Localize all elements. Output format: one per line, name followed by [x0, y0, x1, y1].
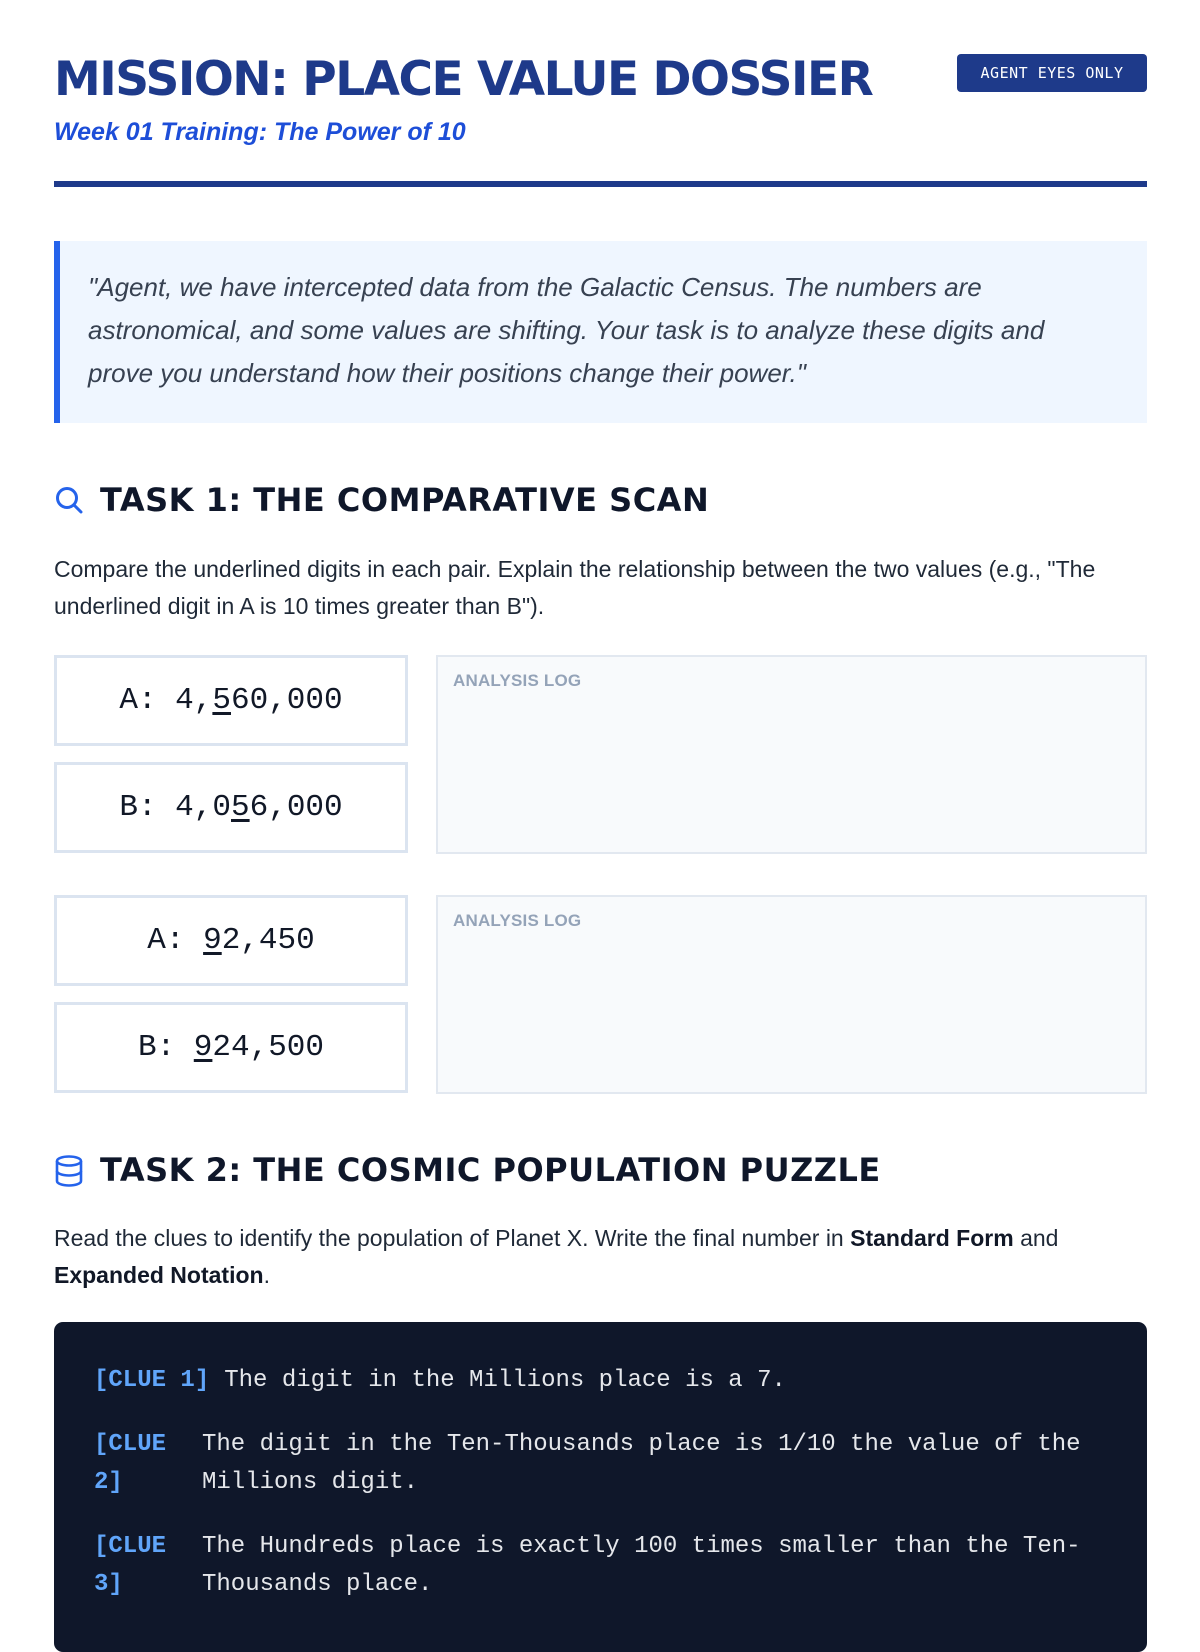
value-suffix: 6,000 — [249, 790, 343, 825]
task1-instructions: Compare the underlined digits in each pair. Explain the relationship between the two values (e.g., "The underlined digit in A is 10 times greater than B"). — [54, 556, 1096, 619]
underlined-digit: 9 — [203, 923, 222, 958]
value-prefix: B: — [137, 1030, 194, 1065]
clue-text: The Hundreds place is exactly 100 times smaller than the Ten-Thousands place. — [202, 1533, 1081, 1598]
clue-tag: [CLUE 1] — [94, 1367, 210, 1394]
expanded-notation-term: Expanded Notation — [54, 1262, 264, 1288]
header-divider — [54, 181, 1147, 187]
standard-form-term: Standard Form — [850, 1225, 1014, 1251]
instructions-text: Read the clues to identify the population of Planet X. Write the final number in — [54, 1225, 851, 1251]
underlined-digit: 9 — [193, 1030, 213, 1065]
pair2-value-a — [54, 895, 408, 986]
underlined-digit: 5 — [231, 790, 250, 825]
value-suffix: 24,500 — [212, 1030, 325, 1065]
analysis-log-label: ANALYSIS LOG — [453, 671, 582, 690]
value-suffix: 60,000 — [231, 683, 343, 718]
clue-text: The digit in the Ten-Thousands place is 1/10 the value of the Millions digit. — [202, 1431, 1081, 1496]
instructions-text: . — [263, 1262, 270, 1288]
page-title: MISSION: PLACE VALUE DOSSIER — [54, 52, 873, 107]
pair1-value-b — [54, 762, 408, 853]
pair1-value-a — [54, 655, 408, 746]
value-prefix: B: 4,0 — [119, 790, 231, 825]
pair1-analysis-log[interactable] — [436, 655, 1147, 854]
instructions-text: and — [1013, 1225, 1059, 1251]
dossier-page — [54, 0, 1147, 1598]
page-subtitle: Week 01 Training: The Power of 10 — [54, 118, 466, 146]
agent-eyes-only-badge: AGENT EYES ONLY — [957, 54, 1147, 92]
clue-tag: [CLUE 2] — [94, 1431, 167, 1496]
task2-title: TASK 2: THE COSMIC POPULATION PUZZLE — [100, 1151, 881, 1189]
search-icon — [54, 485, 84, 515]
intro-quote: "Agent, we have intercepted data from the Galactic Census. The numbers are astronomical, and some values are shifting. Your task is to analyze these digits and prove you understand how their positions change their power." — [54, 241, 1147, 423]
database-icon — [54, 1155, 84, 1185]
value-prefix: A: — [147, 923, 204, 958]
task2-heading — [54, 1148, 881, 1192]
value-prefix: A: 4, — [119, 683, 213, 718]
pair2-value-b — [54, 1002, 408, 1093]
clue-3 — [94, 1528, 1107, 1604]
pair2-analysis-log[interactable] — [436, 895, 1147, 1094]
clue-tag: [CLUE 3] — [94, 1533, 167, 1598]
value-suffix: 2,450 — [221, 923, 315, 958]
clues-panel — [54, 1322, 1147, 1652]
task1-title: TASK 1: THE COMPARATIVE SCAN — [100, 481, 710, 519]
clue-text: The digit in the Millions place is a 7. — [224, 1367, 786, 1394]
clue-1 — [94, 1362, 1107, 1400]
header — [54, 0, 1147, 188]
underlined-digit: 5 — [212, 683, 231, 718]
task1-heading — [54, 478, 709, 522]
clue-2 — [94, 1426, 1107, 1502]
task2-instructions — [54, 1220, 1147, 1294]
analysis-log-label: ANALYSIS LOG — [453, 911, 582, 930]
